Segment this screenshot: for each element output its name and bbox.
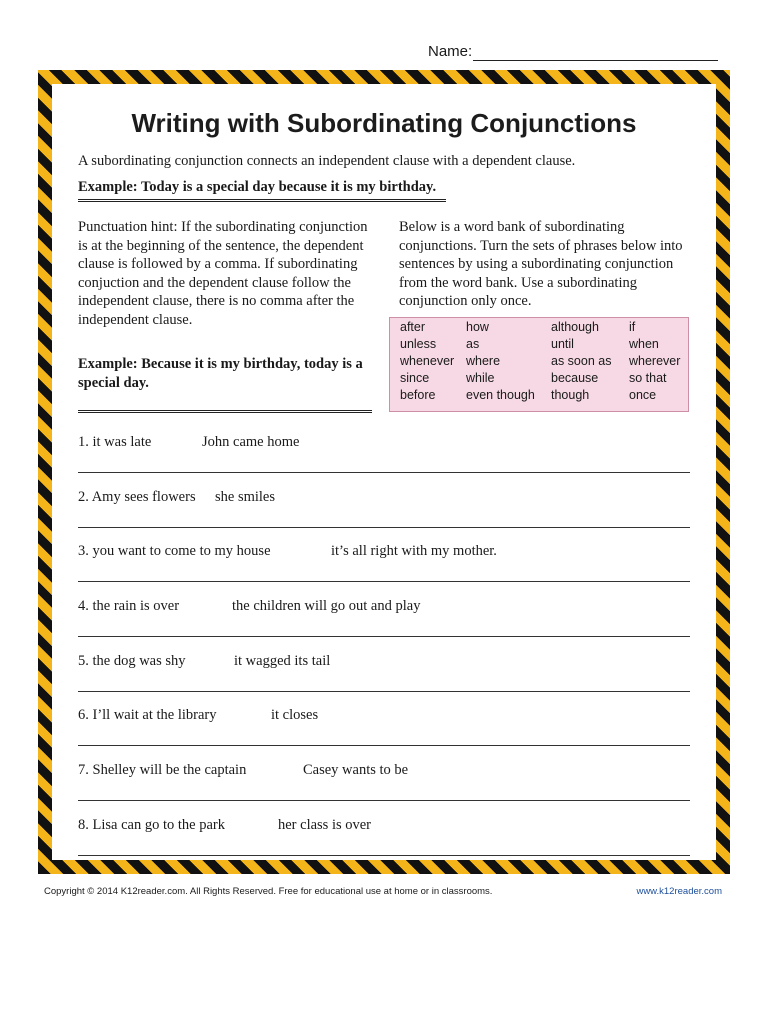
- name-label: Name:: [428, 43, 473, 60]
- word-bank-instructions: Below is a word bank of subordinating conjunctions. Turn the sets of phrases below into sentences by using a subordinating conjunction from the word bank. Use a subordinating conjunction only once.: [399, 219, 683, 309]
- name-field[interactable]: [473, 60, 718, 61]
- word-bank-item: while: [466, 371, 495, 385]
- word-bank-item: though: [551, 388, 590, 402]
- word-bank-item: when: [629, 337, 659, 351]
- word-bank-item: so that: [629, 371, 667, 385]
- website-link[interactable]: www.k12reader.com: [636, 886, 722, 897]
- phrase-one: 3. you want to come to my house: [78, 543, 271, 560]
- word-bank: [389, 317, 689, 412]
- word-bank-item: as: [466, 337, 480, 351]
- phrase-two: it wagged its tail: [234, 652, 331, 669]
- phrase-two: John came home: [202, 434, 300, 450]
- exercise-item: [78, 707, 690, 762]
- answer-line[interactable]: [78, 472, 690, 473]
- copyright-text: Copyright © 2014 K12reader.com. All Rights Reserved. Free for educational use at home or in classrooms.: [44, 886, 493, 897]
- example-sentence: Example: Today is a special day because it is my birthday.: [78, 179, 437, 195]
- exercise-item: [78, 434, 690, 489]
- answer-line[interactable]: [78, 745, 690, 746]
- phrase-one: 2. Amy sees flowers: [78, 488, 196, 505]
- answer-line[interactable]: [78, 527, 690, 528]
- exercise-item: [78, 598, 690, 653]
- worksheet-content: [52, 84, 716, 860]
- phrase-one: 8. Lisa can go to the park: [78, 816, 225, 833]
- phrase-two: it’s all right with my mother.: [331, 543, 497, 560]
- word-bank-item: unless: [400, 337, 437, 351]
- word-bank-item: if: [629, 320, 636, 334]
- phrase-two: Casey wants to be: [303, 762, 409, 779]
- word-bank-item: because: [551, 371, 599, 385]
- answer-line[interactable]: [78, 855, 690, 856]
- phrase-two: the children will go out and play: [232, 598, 421, 615]
- phrase-two: her class is over: [278, 816, 372, 833]
- intro-text: A subordinating conjunction connects an independent clause with a dependent clause.: [78, 153, 576, 169]
- word-bank-item: where: [466, 354, 501, 368]
- worksheet-title: Writing with Subordinating Conjunctions: [131, 108, 637, 138]
- phrase-two: it closes: [271, 707, 319, 724]
- word-bank-item: whenever: [400, 354, 455, 368]
- phrase-one: 6. I’ll wait at the library: [78, 707, 217, 724]
- word-bank-item: even though: [466, 388, 535, 402]
- exercise-list: [78, 434, 690, 872]
- answer-line[interactable]: [78, 800, 690, 801]
- phrase-two: she smiles: [215, 488, 276, 505]
- word-bank-item: as soon as: [551, 354, 612, 368]
- hint-divider: [78, 410, 372, 413]
- word-bank-item: although: [551, 320, 599, 334]
- word-bank-item: how: [466, 320, 489, 334]
- hint-example: Example: Because it is my birthday, today is a special day.: [78, 356, 363, 391]
- exercise-item: [78, 543, 690, 598]
- phrase-one: 4. the rain is over: [78, 598, 180, 615]
- exercise-item: [78, 762, 690, 817]
- word-bank-item: wherever: [629, 354, 681, 368]
- word-bank-item: after: [400, 320, 426, 334]
- answer-line[interactable]: [78, 636, 690, 637]
- exercise-item: [78, 653, 690, 708]
- worksheet-border: [38, 70, 730, 874]
- phrase-one: 7. Shelley will be the captain: [78, 762, 247, 779]
- answer-line[interactable]: [78, 581, 690, 582]
- punctuation-hint: Punctuation hint: If the subordinating conjunction is at the beginning of the sentence, the dependent clause is followed by a comma. If subordinating conjuction and the dependent clause follow the independent clause, there is no comma after the independent clause.: [78, 219, 368, 328]
- phrase-one: 1. it was late: [78, 434, 152, 450]
- exercise-item: [78, 489, 690, 544]
- example-divider: [78, 199, 446, 202]
- answer-line[interactable]: [78, 691, 690, 692]
- exercise-item: [78, 817, 690, 872]
- word-bank-item: before: [400, 388, 436, 402]
- word-bank-item: once: [629, 388, 657, 402]
- word-bank-item: since: [400, 371, 430, 385]
- phrase-one: 5. the dog was shy: [78, 652, 186, 669]
- word-bank-item: until: [551, 337, 574, 351]
